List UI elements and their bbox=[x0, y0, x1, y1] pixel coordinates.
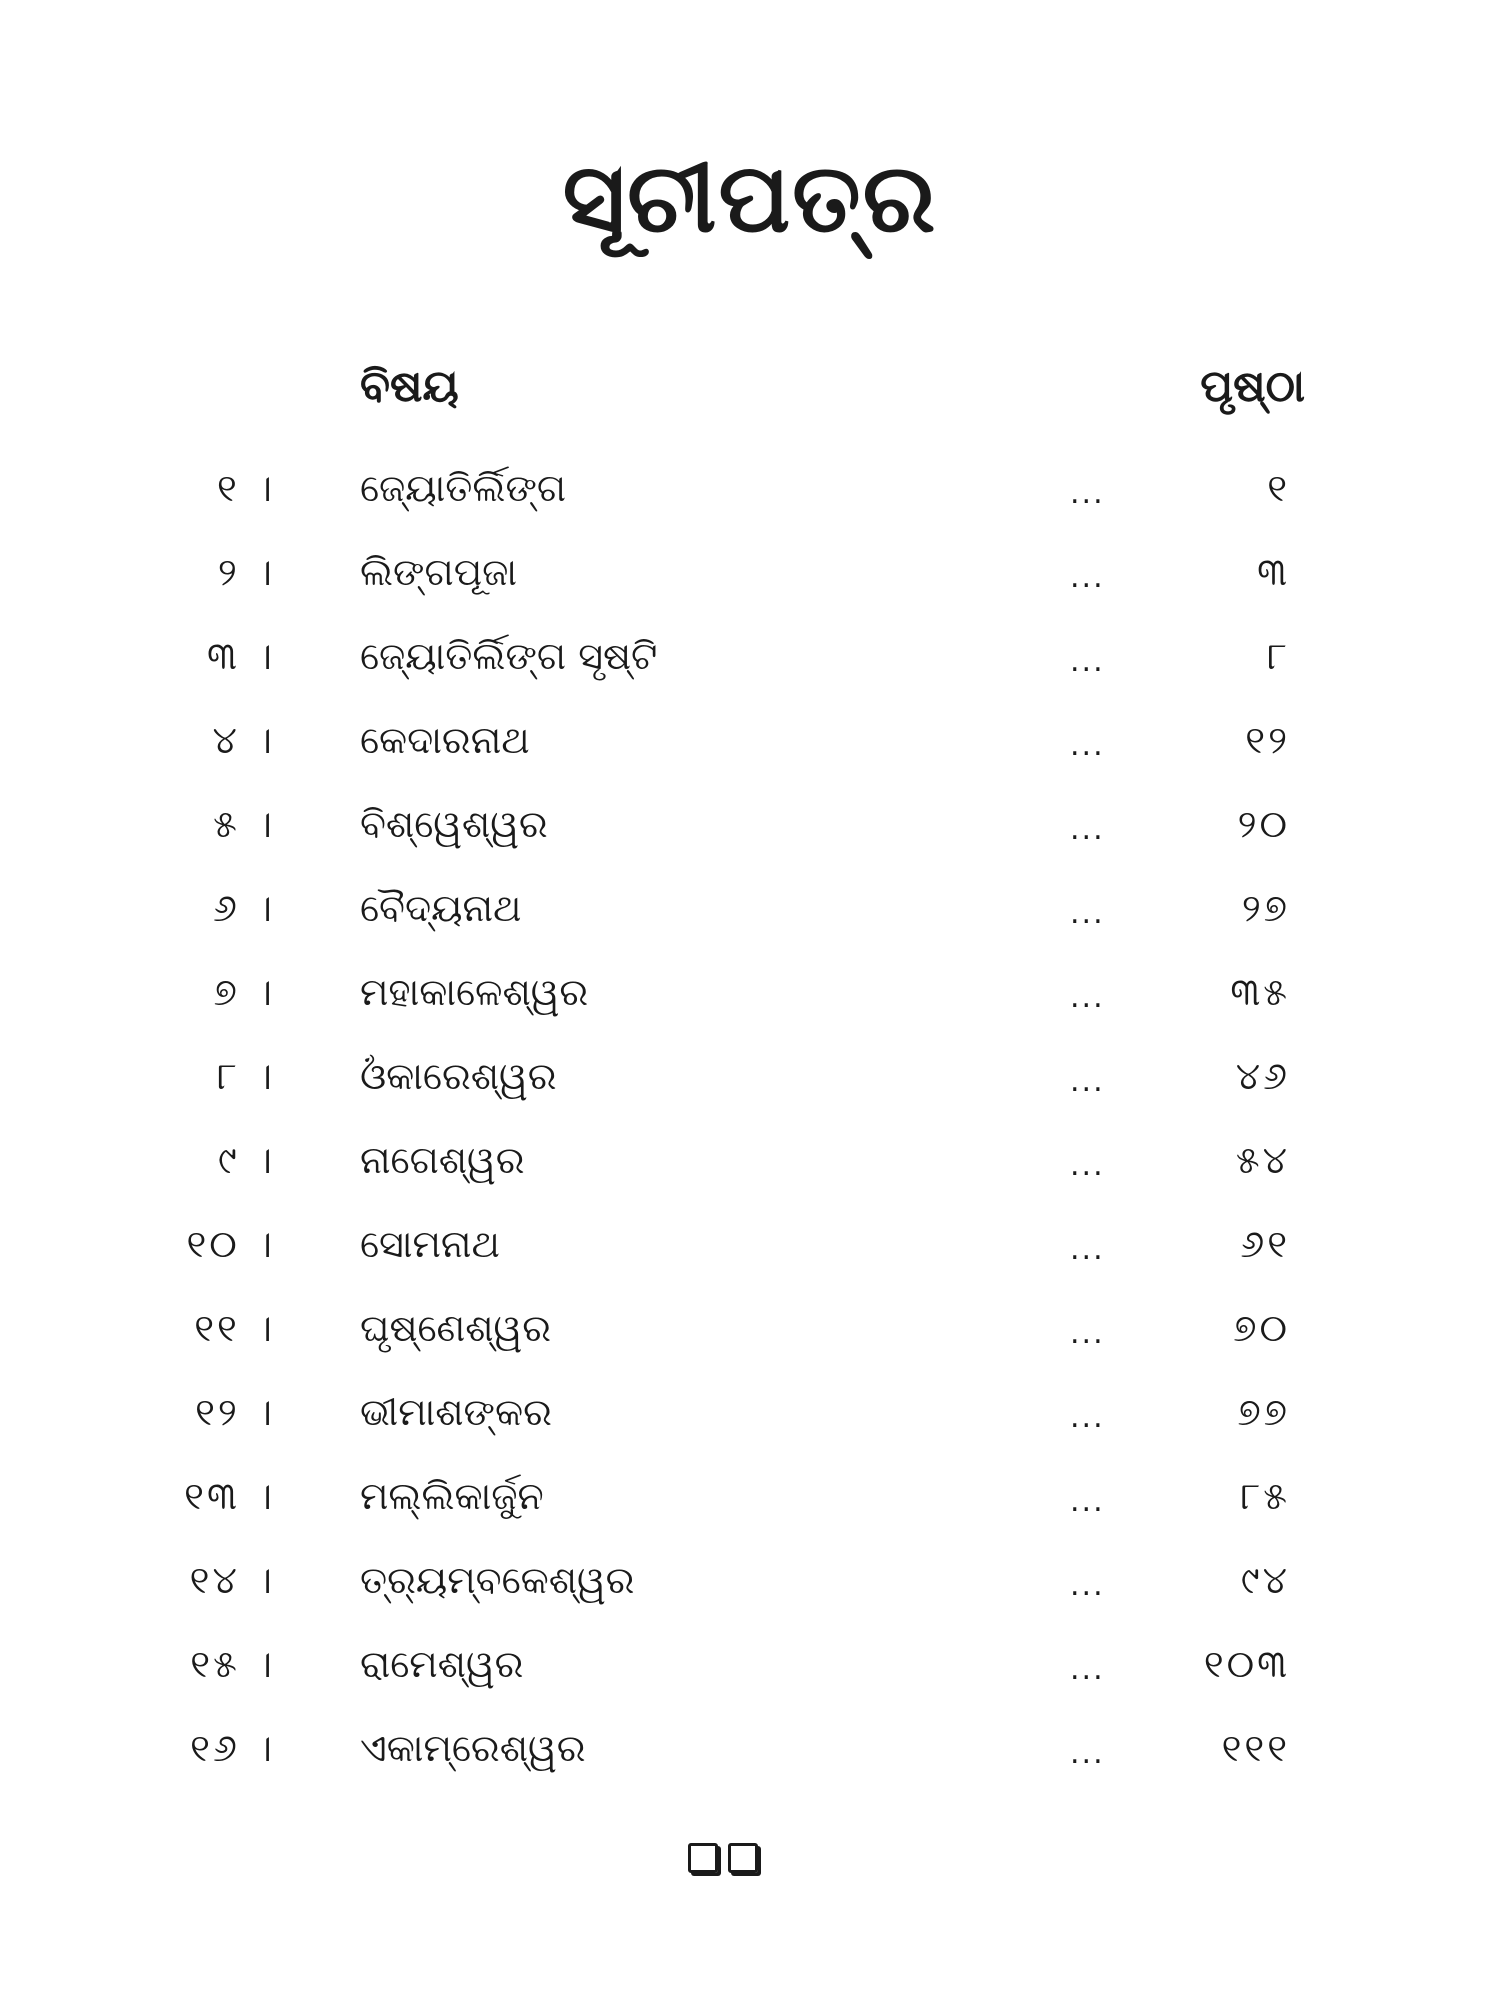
entry-title: ଜ୍ୟୋତିର୍ଲିଙ୍ଗ bbox=[360, 466, 567, 510]
toc-row[interactable] bbox=[0, 542, 1500, 626]
dot-leader: ... bbox=[1070, 1736, 1105, 1771]
toc-row[interactable] bbox=[0, 1382, 1500, 1466]
entry-number: ୧୧ । bbox=[194, 1306, 275, 1350]
entry-page-number: ୭୭ bbox=[1237, 1390, 1290, 1434]
entry-title: ଭୀମାଶଙ୍କର bbox=[360, 1390, 552, 1434]
toc-row[interactable] bbox=[0, 962, 1500, 1046]
toc-row[interactable] bbox=[0, 626, 1500, 710]
entry-page-number: ୮୫ bbox=[1240, 1474, 1290, 1518]
entry-page-number: ୨୦ bbox=[1237, 802, 1290, 846]
toc-row[interactable] bbox=[0, 458, 1500, 542]
entry-page-number: ୩୫ bbox=[1230, 970, 1290, 1014]
toc-row[interactable] bbox=[0, 1298, 1500, 1382]
entry-title: ନାଗେଶ୍ୱର bbox=[360, 1138, 525, 1182]
square-ornament-icon bbox=[728, 1843, 758, 1873]
entry-number: ୧ । bbox=[217, 466, 275, 510]
dot-leader: ... bbox=[1070, 476, 1105, 511]
entry-page-number: ୬୧ bbox=[1240, 1222, 1290, 1266]
entry-title: ରାମେଶ୍ୱର bbox=[360, 1642, 524, 1686]
entry-number: ୧୩ । bbox=[184, 1474, 275, 1518]
dot-leader: ... bbox=[1070, 560, 1105, 595]
entry-title: ଜ୍ୟୋତିର୍ଲିଙ୍ଗ ସୃଷ୍ଟି bbox=[360, 634, 658, 678]
entry-page-number: ୨୭ bbox=[1241, 886, 1290, 930]
toc-row[interactable] bbox=[0, 710, 1500, 794]
entry-title: ମହାକାଳେଶ୍ୱର bbox=[360, 970, 589, 1014]
entry-title: ମଲ୍ଲିକାର୍ଜୁନ bbox=[360, 1474, 544, 1518]
entry-page-number: ୧୦୩ bbox=[1203, 1642, 1290, 1686]
entry-number: ୧୦ । bbox=[186, 1222, 275, 1266]
dot-leader: ... bbox=[1070, 644, 1105, 679]
entry-number: ୫ । bbox=[213, 802, 275, 846]
entry-title: ଲିଙ୍ଗପୂଜା bbox=[360, 550, 518, 594]
entry-title: ଏକାମ୍ରେଶ୍ୱର bbox=[360, 1726, 586, 1770]
square-ornament-icon bbox=[688, 1843, 718, 1873]
entry-page-number: ୧୨ bbox=[1245, 718, 1290, 762]
dot-leader: ... bbox=[1070, 1652, 1105, 1687]
dot-leader: ... bbox=[1070, 1148, 1105, 1183]
dot-leader: ... bbox=[1070, 1484, 1105, 1519]
toc-row[interactable] bbox=[0, 1046, 1500, 1130]
entry-title: ଓଁକାରେଶ୍ୱର bbox=[360, 1054, 557, 1098]
entry-title: ବିଶ୍ୱେଶ୍ୱର bbox=[360, 802, 548, 846]
entry-title: ଘୃଷ୍ଣେଶ୍ୱର bbox=[360, 1306, 552, 1350]
table-of-contents bbox=[0, 458, 1500, 1802]
dot-leader: ... bbox=[1070, 1400, 1105, 1435]
dot-leader: ... bbox=[1070, 1064, 1105, 1099]
entry-page-number: ୯୪ bbox=[1240, 1558, 1290, 1602]
entry-number: ୧୪ । bbox=[189, 1558, 275, 1602]
toc-row[interactable] bbox=[0, 878, 1500, 962]
entry-page-number: ୧ bbox=[1267, 466, 1290, 510]
entry-number: ୪ । bbox=[212, 718, 275, 762]
entry-page-number: ୮ bbox=[1267, 634, 1290, 678]
entry-number: ୧୫ । bbox=[190, 1642, 275, 1686]
dot-leader: ... bbox=[1070, 1232, 1105, 1267]
entry-number: ୭ । bbox=[213, 970, 275, 1014]
entry-number: ୨ । bbox=[217, 550, 275, 594]
entry-page-number: ୪୬ bbox=[1235, 1054, 1290, 1098]
entry-number: ୮ । bbox=[216, 1054, 275, 1098]
dot-leader: ... bbox=[1070, 1568, 1105, 1603]
toc-row[interactable] bbox=[0, 1214, 1500, 1298]
entry-number: ୧୨ । bbox=[195, 1390, 275, 1434]
entry-page-number: ୧୧୧ bbox=[1221, 1726, 1290, 1770]
toc-row[interactable] bbox=[0, 1718, 1500, 1802]
entry-number: ୯ । bbox=[217, 1138, 275, 1182]
dot-leader: ... bbox=[1070, 728, 1105, 763]
toc-row[interactable] bbox=[0, 1634, 1500, 1718]
dot-leader: ... bbox=[1070, 1316, 1105, 1351]
entry-number: ୩ । bbox=[206, 634, 275, 678]
entry-title: ବୈଦ୍ୟନାଥ bbox=[360, 886, 522, 930]
entry-page-number: ୫୪ bbox=[1235, 1138, 1290, 1182]
end-ornament bbox=[688, 1843, 758, 1873]
entry-title: କେଦାରନାଥ bbox=[360, 718, 530, 762]
entry-page-number: ୭୦ bbox=[1233, 1306, 1290, 1350]
toc-row[interactable] bbox=[0, 794, 1500, 878]
subject-column-header: ବିଷୟ bbox=[360, 361, 459, 412]
entry-page-number: ୩ bbox=[1257, 550, 1290, 594]
page-column-header: ପୃଷ୍ଠା bbox=[1200, 361, 1305, 412]
entry-number: ୬ । bbox=[212, 886, 275, 930]
toc-row[interactable] bbox=[0, 1550, 1500, 1634]
entry-title: ସୋମନାଥ bbox=[360, 1222, 500, 1266]
dot-leader: ... bbox=[1070, 812, 1105, 847]
entry-title: ତ୍ର୍ୟମ୍ବକେଶ୍ୱର bbox=[360, 1558, 635, 1602]
entry-number: ୧୬ । bbox=[190, 1726, 275, 1770]
dot-leader: ... bbox=[1070, 980, 1105, 1015]
dot-leader: ... bbox=[1070, 896, 1105, 931]
toc-row[interactable] bbox=[0, 1130, 1500, 1214]
toc-row[interactable] bbox=[0, 1466, 1500, 1550]
page-title: ସୂଚୀପତ୍ର bbox=[562, 142, 938, 254]
